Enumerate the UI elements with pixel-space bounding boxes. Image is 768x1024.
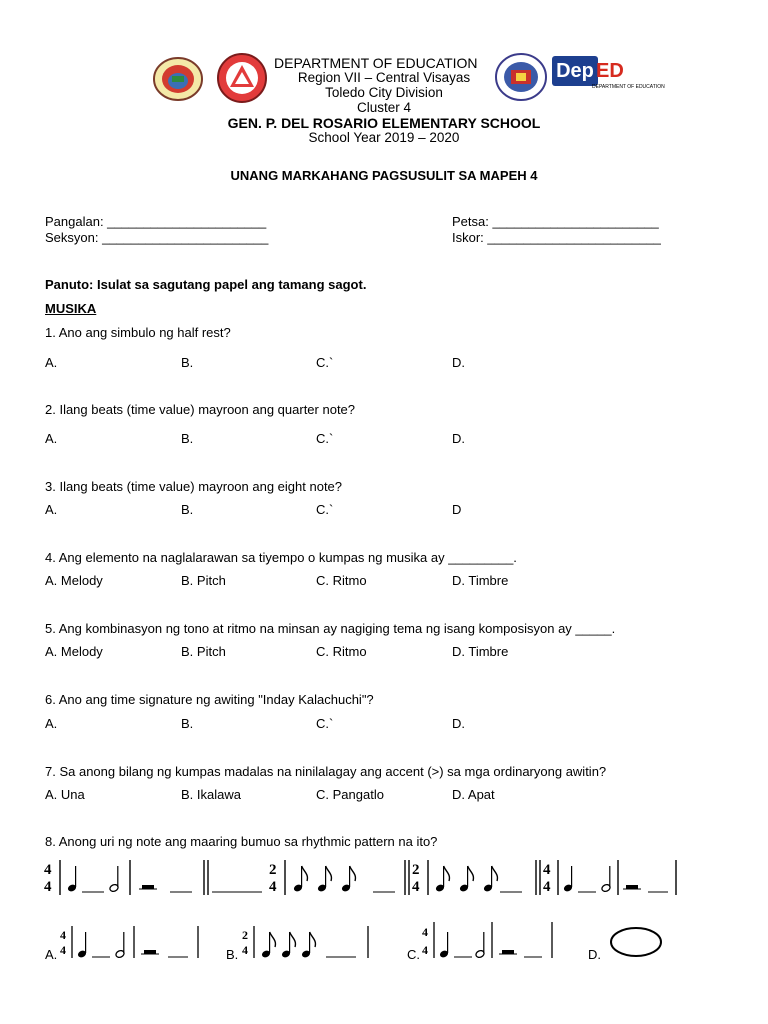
time-sig-2-bottom: 4 [269,879,277,895]
time-sig-2-top: 2 [269,862,277,878]
q4-choice-a: A. Melody [45,573,103,588]
q1-choice-d: D. [452,355,465,370]
question-2: 2. Ilang beats (time value) mayroon ang quarter note? [45,402,356,417]
q2-choice-a: A. [45,431,58,446]
q8-choice-c: C. [407,947,420,962]
svg-text:4: 4 [422,925,428,939]
school-name: GEN. P. DEL ROSARIO ELEMENTARY SCHOOL [227,115,541,131]
q5-choice-a: A. Melody [45,644,103,659]
q3-choice-b: B. [181,502,194,517]
question-6: 6. Ano ang time signature ng awiting "Inday Kalachuchi"? [45,692,374,707]
instructions: Panuto: Isulat sa sagutang papel ang tamang sagot. [45,277,367,292]
q6-choice-c: C.` [316,716,334,731]
q5-choice-b: B. Pitch [181,644,226,659]
q4-choice-b: B. Pitch [181,573,226,588]
q4-choice-d: D. Timbre [452,573,509,588]
q1-choice-b: B. [181,355,194,370]
deped-logo: Dep ED DEPARTMENT OF EDUCATION [552,56,624,96]
q2-choice-b: B. [181,431,194,446]
question-5: 5. Ang kombinasyon ng tono at ritmo na minsan ay nagiging tema ng isang komposisyon ay _____. [45,621,616,636]
cluster-line: Cluster 4 [356,100,412,115]
question-7: 7. Sa anong bilang ng kumpas madalas na ninilalagay ang accent (>) sa mga ordinaryong awitin? [45,764,607,779]
svg-text:4: 4 [242,943,248,957]
q3-choice-c: C.` [316,502,334,517]
q5-choice-c: C. Ritmo [316,644,367,659]
q5-choice-d: D. Timbre [452,644,509,659]
date-field: Petsa: _______________________ [452,214,659,229]
q7-choice-b: B. Ikalawa [181,787,241,802]
division-line: Toledo City Division [325,85,443,100]
time-sig-4-top: 4 [44,862,52,878]
region-line: Region VII – Central Visayas [297,70,471,85]
exam-title: UNANG MARKAHANG PAGSUSULIT SA MAPEH 4 [230,168,538,183]
department-title: DEPARTMENT OF EDUCATION [274,55,478,71]
name-field: Pangalan: ______________________ [45,214,267,229]
q6-choice-a: A. [45,716,58,731]
question-1: 1. Ano ang simbulo ng half rest? [45,325,231,340]
time-sig-4-bottom: 4 [44,879,52,895]
q8-choice-b-pattern [240,922,380,964]
school-year: School Year 2019 – 2020 [308,130,460,145]
q7-choice-d: D. Apat [452,787,495,802]
svg-text:2: 2 [242,928,248,942]
q8-choice-c-pattern [420,918,560,964]
svg-text:4: 4 [60,943,66,957]
section-title-musika: MUSIKA [45,301,97,316]
q8-choice-d-whole-note [608,924,664,960]
q8-choice-b: B. [226,947,239,962]
q8-choice-a-pattern [58,922,208,964]
q6-choice-b: B. [181,716,194,731]
q2-choice-c: C.` [316,431,334,446]
q3-choice-d: D [452,502,462,517]
section-field: Seksyon: _______________________ [45,230,269,245]
q1-choice-c: C.` [316,355,334,370]
q3-choice-a: A. [45,502,58,517]
question-4: 4. Ang elemento na naglalarawan sa tiyempo o kumpas ng musika ay _________. [45,550,517,565]
question-3: 3. Ilang beats (time value) mayroon ang eight note? [45,479,343,494]
svg-text:4: 4 [543,862,551,878]
score-field: Iskor: ________________________ [452,230,661,245]
svg-text:4: 4 [412,879,420,895]
q7-choice-a: A. Una [45,787,85,802]
q1-choice-a: A. [45,355,58,370]
q4-choice-c: C. Ritmo [316,573,367,588]
question-8: 8. Anong uri ng note ang maaring bumuo sa rhythmic pattern na ito? [45,834,438,849]
q6-choice-d: D. [452,716,465,731]
q2-choice-d: D. [452,431,465,446]
svg-text:4: 4 [60,928,66,942]
svg-text:2: 2 [412,862,420,878]
q8-choice-a: A. [45,947,58,962]
svg-text:4: 4 [543,879,551,895]
q7-choice-c: C. Pangatlo [316,787,384,802]
rhythmic-pattern [40,855,740,905]
q8-choice-d: D. [588,947,601,962]
svg-text:4: 4 [422,943,428,957]
